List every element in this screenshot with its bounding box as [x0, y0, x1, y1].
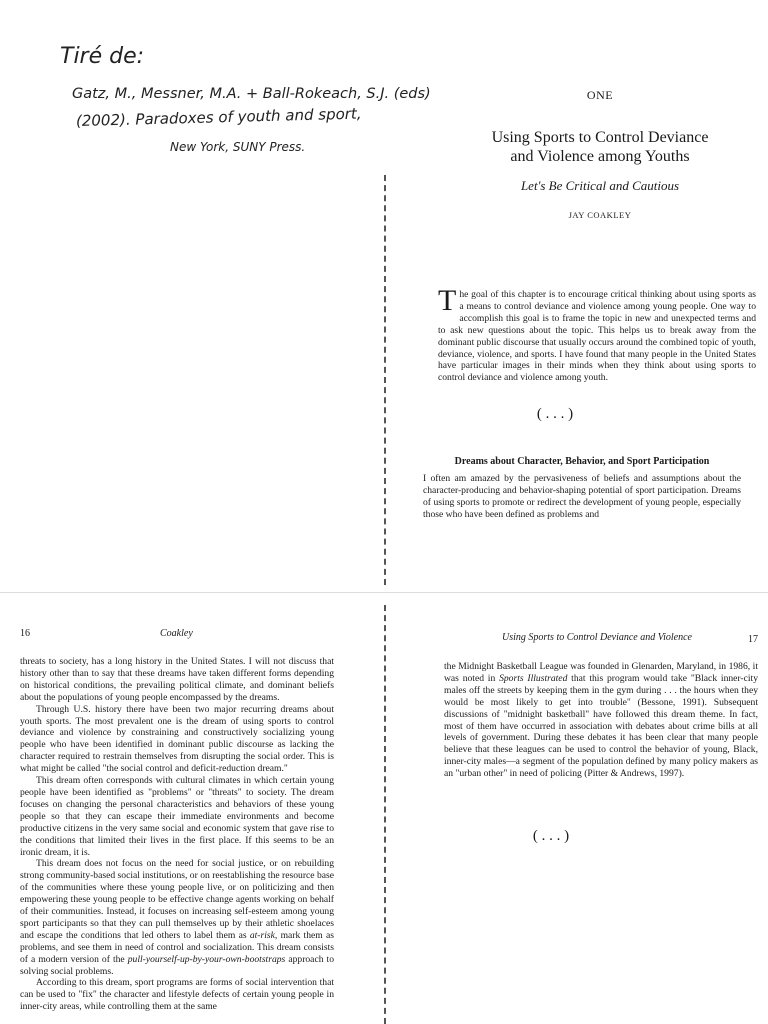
page-16-paragraph-1: threats to society, has a long history in the United States. I will not discuss that history other than to say that these dreams have taken different forms depending on historical conditions, the prevailing political climate, and dominant beliefs about the populations of young people encompassed by the dreams. [20, 656, 334, 703]
top-spread-gutter [384, 175, 386, 585]
bottom-spread-gutter [384, 605, 386, 1024]
page-17-paragraph-1 [444, 661, 758, 780]
intro-paragraph [438, 284, 756, 384]
page-16-paragraph-4 [20, 858, 334, 977]
page-17-body [444, 661, 758, 780]
magazine-title: Sports Illustrated [499, 672, 568, 684]
chapter-author: JAY COAKLEY [568, 210, 632, 220]
omission-mark-top: ( . . . ) [536, 406, 574, 422]
page-16-paragraph-3: This dream often corresponds with cultural climates in which certain young people have been identified as "problems" or "threats" to society. The dream focuses on changing the personal characteristics and behaviors of these young people so that they can escape their immediate environments and become productive citizens in the very same social and economic system that gave rise to the conditions that limited their lives in the first place. If this seems to be an ironic dream, it is. [20, 775, 334, 858]
chapter-subtitle: Let's Be Critical and Cautious [520, 178, 680, 193]
handwritten-book-title: (2002). Paradoxes of youth and sport, [75, 104, 362, 130]
handwritten-heading: Tiré de: [60, 44, 145, 69]
page-number-16: 16 [20, 628, 30, 639]
section-text: I often am amazed by the pervasiveness of beliefs and assumptions about the character-producing and behavior-shaping potential of sport participation. Dreams of using sports to promote or redirect the development of young people, especially those who have been defined as problems and [423, 473, 741, 520]
chapter-title-line-1: Using Sports to Control Deviance [491, 129, 709, 146]
page-16-paragraph-4-start: This dream does not focus on the need for social justice, or on rebuilding strong community-based social institutions, or on reestablishing the resource base of the communities where these young people live, or on politicizing and then empowering these young people to be effective change agents working on behalf of their communities. Instead, it focuses on increasing self-esteem among young sport participants so that they can pull themselves up by their athletic shoelaces and escape the conditions that led others to label them as [20, 858, 334, 941]
term-bootstraps: pull-yourself-up-by-your-own-bootstraps [127, 953, 286, 965]
page-16-paragraph-5: According to this dream, sport programs are forms of social intervention that can be used to "fix" the character and lifestyle defects of certain young people in inner-city areas, while controlling them at the same [20, 977, 334, 1013]
spread-divider [0, 592, 768, 593]
handwritten-editors: Gatz, M., Messner, M.A. + Ball-Rokeach, S.J. (eds) [72, 86, 431, 102]
section-heading: Dreams about Character, Behavior, and Sport Participation [454, 456, 710, 467]
page-16-body [20, 656, 334, 1013]
page-16-paragraph-2: Through U.S. history there have been two major recurring dreams about youth sports. The most prevalent one is the dream of using sports to control deviance and violence by constraining and constructively socializing young people who have been identified in dominant public discourse as lacking the character required to restrain themselves from disrupting the social order. This is what might be called "the social control and deficit-reduction dream." [20, 703, 334, 775]
section-paragraph [423, 473, 741, 521]
chapter-number: ONE [586, 88, 614, 102]
intro-body: he goal of this chapter is to encourage critical thinking about using sports as a means to control deviance and violence among young people. One way to accomplish this goal is to frame the topic in new and unexpected terms and to ask new questions about the topic. This helps us to break away from the dominant public discourse that usually occurs around the combined topic of youth, deviance, violence, and sports. I have found that many people in the United States have particular images in their minds when they think about using sports to control deviance and violence among youth. [438, 289, 756, 384]
page-16-paragraph-4-end: approach to solving social problems. [20, 953, 334, 977]
chapter-title-line-2: and Violence among Youths [510, 148, 690, 165]
omission-mark-bottom: ( . . . ) [532, 828, 570, 844]
intro-text [438, 284, 756, 384]
running-head-author: Coakley [160, 628, 193, 639]
page-17-paragraph-1-end: that this program would take "Black inner-city males off the streets by keeping them in the gym during . . . the hours when they would be most likely to get into trouble" (Bessone, 1991). Subsequent discussions of "midnight basketball" have followed this dream theme. In fact, most of them have occurred in association with debates about crime bills at all levels of government. During these debates it has been clear that many people believe that these leagues can be used to control the behavior of young, Black, inner-city males—a segment of the population defined by many policy makers as an "urban other" in need of policing (Pitter & Andrews, 1997). [444, 672, 759, 780]
page-17-paragraph-1-start: the Midnight Basketball League was founded in Glenarden, Maryland, in 1986, it was noted in [444, 661, 758, 684]
running-head-title: Using Sports to Control Deviance and Violence [502, 632, 692, 643]
page-number-17: 17 [748, 634, 758, 645]
drop-cap: T [438, 284, 457, 317]
chapter-title [430, 128, 768, 166]
term-at-risk: at-risk [249, 929, 275, 941]
page-16-paragraph-4-middle: , mark them as problems, and see them in need of control and socialization. This dream consists of a modern version of the [20, 929, 334, 965]
handwritten-publisher: New York, SUNY Press. [170, 140, 306, 154]
